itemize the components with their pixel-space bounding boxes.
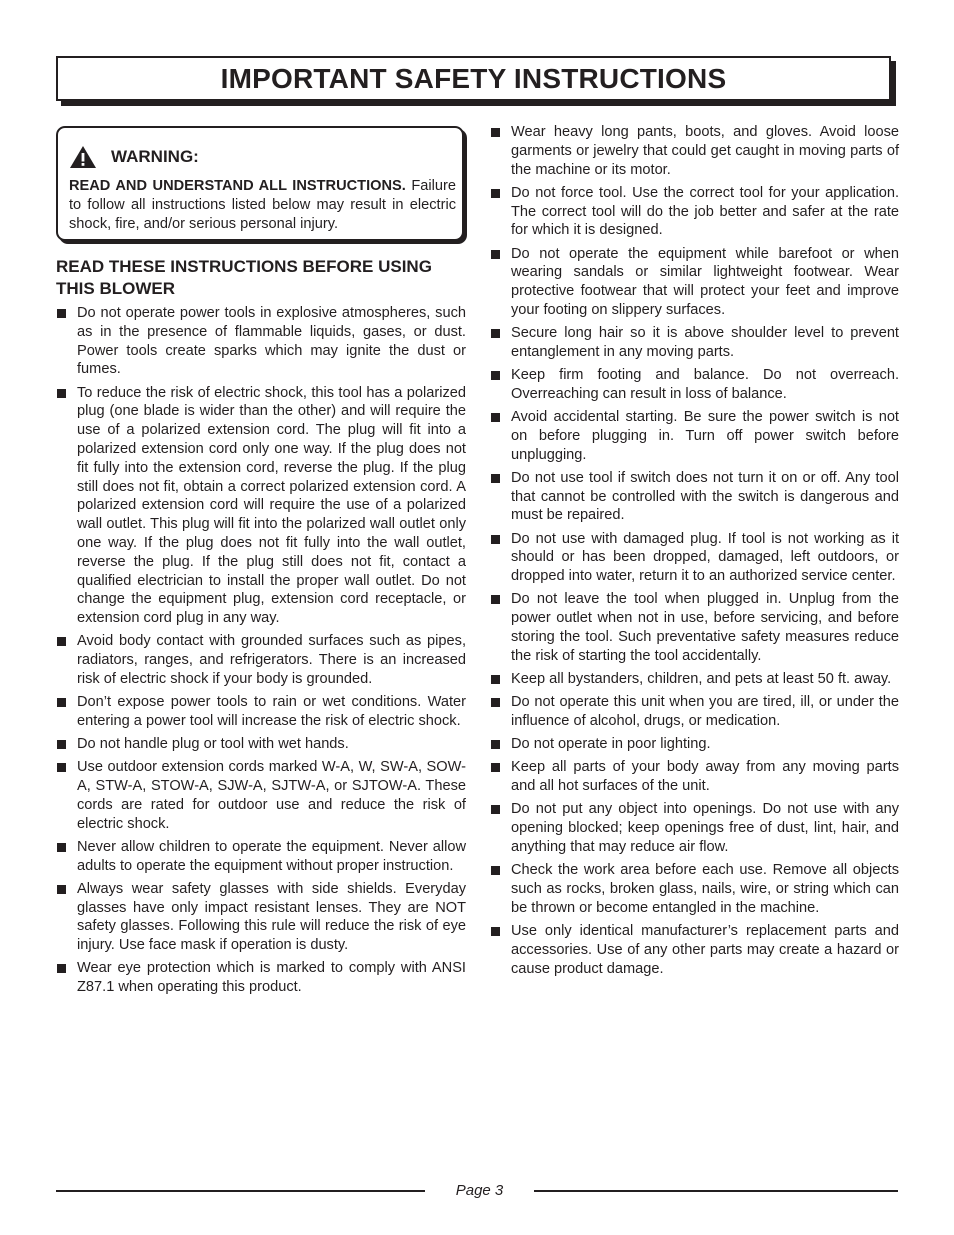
list-item [490, 758, 899, 796]
bullet-square-icon [491, 189, 500, 198]
list-item [490, 245, 899, 320]
warning-box [56, 126, 467, 244]
list-item-text: Do not operate power tools in explosive atmospheres, such as in the presence of flammable liquids, gases, or dust. Power tools create sparks which may ignite the dust or fumes. [77, 305, 466, 378]
list-item-text: Do not operate the equipment while barefoot or when wearing sandals or similar lightweight footwear. Wear protective footwear that will protect your feet and improve your footing on slippery surfaces. [511, 245, 899, 318]
list-item [490, 735, 899, 754]
list-item-text: Wear eye protection which is marked to comply with ANSI Z87.1 when operating this product. [77, 960, 466, 996]
bullet-square-icon [57, 885, 66, 894]
bullet-square-icon [491, 329, 500, 338]
list-item-text: Do not operate in poor lighting. [511, 736, 711, 753]
list-item [56, 693, 466, 731]
bullet-square-icon [491, 371, 500, 380]
bullet-square-icon [491, 698, 500, 707]
bullet-square-icon [57, 309, 66, 318]
list-item-text: Wear heavy long pants, boots, and gloves. Avoid loose garments or jewelry that could get caught in moving parts of the machine or its motor. [511, 124, 899, 178]
list-item [490, 123, 899, 179]
bullet-square-icon [57, 637, 66, 646]
list-item-text: Do not handle plug or tool with wet hands. [77, 736, 349, 753]
bullet-square-icon [491, 250, 500, 259]
list-item-text: Do not force tool. Use the correct tool for your application. The correct tool will do the job better and safer at the rate for which it is designed. [511, 184, 899, 239]
list-item [56, 304, 466, 379]
list-item-text: Do not use tool if switch does not turn it on or off. Any tool that cannot be controlled with the switch is dangerous and must be repaired. [511, 469, 899, 524]
bullet-square-icon [57, 843, 66, 852]
list-item-text: Avoid body contact with grounded surfaces such as pipes, radiators, ranges, and refrigerators. There is an increased risk of electric shock if your body is grounded. [77, 633, 466, 687]
list-item [490, 861, 899, 917]
bullet-square-icon [491, 128, 500, 137]
list-item [56, 838, 466, 876]
list-item [56, 384, 466, 628]
page-title: IMPORTANT SAFETY INSTRUCTIONS [220, 62, 727, 94]
list-item-text: To reduce the risk of electric shock, this tool has a polarized plug (one blade is wider than the other) and will require the use of a polarized extension cord. The plug will fit into a polarized extension cord only one way. If the plug does not fit fully into the extension cord, reverse the plug. If the plug still does not fit, obtain a correct polarized extension cord. A polarized extension cord will require the use of a polarized wall outlet. This plug will fit into the polarized wall outlet only one way. If the plug does not fit fully into the wall outlet, reverse the plug. If the plug still does not fit, contact a qualified electrician to install the proper wall outlet. Do not change the equipment plug, extension cord receptacle, or extension cord plug in any way. [77, 384, 466, 627]
list-item-text: Secure long hair so it is above shoulder level to prevent entanglement in any moving parts. [511, 325, 899, 360]
list-item-text: Keep all bystanders, children, and pets at least 50 ft. away. [511, 671, 892, 688]
bullet-square-icon [491, 927, 500, 936]
section-heading: READ THESE INSTRUCTIONS BEFORE USING THIS BLOWER [56, 257, 432, 298]
list-item-text: Avoid accidental starting. Be sure the power switch is not on before plugging in. Turn off power switch before unplugging. [511, 409, 899, 463]
list-item-text: Do not put any object into openings. Do not use with any opening blocked; keep openings free of dust, lint, hair, and anything that may reduce air flow. [511, 801, 899, 855]
list-item [490, 469, 899, 525]
bullet-square-icon [57, 698, 66, 707]
list-item [490, 324, 899, 362]
list-item [490, 184, 899, 240]
list-item-text: Use outdoor extension cords marked W-A, W, SW-A, SOW-A, STW-A, STOW-A, SJW-A, SJTW-A, or SJTOW-A. These cords are rated for outdoor use and reduce the risk of electric shock. [77, 759, 466, 832]
list-item-text: Check the work area before each use. Remove all objects such as rocks, broken glass, nails, wire, or string which can be thrown or become entangled in the machine. [511, 862, 899, 916]
warning-panel [56, 126, 464, 241]
list-item-text: Never allow children to operate the equipment. Never allow adults to operate the equipment without proper instruction. [77, 838, 466, 874]
right-instruction-list [490, 123, 899, 983]
bullet-square-icon [491, 474, 500, 483]
list-item [56, 632, 466, 688]
left-instruction-list [56, 304, 466, 1001]
list-item-text: Always wear safety glasses with side shields. Everyday glasses have only impact resistant lenses. They are NOT safety glasses. Following this rule will reduce the risk of eye injury. Use face mask if operation is dusty. [77, 880, 466, 954]
list-item [490, 530, 899, 586]
warning-triangle-icon [69, 145, 97, 169]
bullet-square-icon [491, 866, 500, 875]
page-number: Page 3 [455, 1182, 504, 1199]
footer-rule-right [534, 1190, 898, 1192]
warning-label: WARNING: [111, 147, 199, 166]
warning-body: Failure to follow all instructions listed below may result in electric shock, fire, and/or serious personal injury. [69, 178, 456, 232]
list-item-text: Keep all parts of your body away from any moving parts and all hot surfaces of the unit. [511, 759, 899, 795]
bullet-square-icon [491, 413, 500, 422]
title-banner [56, 56, 896, 106]
list-item [56, 959, 466, 997]
list-item [490, 800, 899, 856]
warning-lead: READ AND UNDERSTAND ALL INSTRUCTIONS. [69, 178, 406, 194]
list-item-text: Keep firm footing and balance. Do not overreach. Overreaching can result in loss of balance. [511, 367, 899, 402]
list-item [490, 590, 899, 665]
list-item [56, 880, 466, 955]
list-item-text: Use only identical manufacturer’s replacement parts and accessories. Use of any other parts may create a hazard or cause product damage. [511, 922, 899, 977]
bullet-square-icon [57, 763, 66, 772]
list-item [56, 758, 466, 833]
title-box [56, 56, 891, 101]
list-item-text: Do not use with damaged plug. If tool is not working as it should or has been dropped, damaged, left outdoors, or dropped into water, return it to an authorized service center. [511, 530, 899, 585]
list-item [490, 366, 899, 404]
warning-text [69, 177, 456, 234]
list-item-text: Do not operate this unit when you are tired, ill, or under the influence of alcohol, drugs, or medication. [511, 694, 899, 730]
list-item-text: Don’t expose power tools to rain or wet conditions. Water entering a power tool will increase the risk of electric shock. [77, 694, 466, 729]
bullet-square-icon [57, 740, 66, 749]
bullet-square-icon [491, 675, 500, 684]
footer-rule-left [56, 1190, 425, 1192]
bullet-square-icon [491, 740, 500, 749]
bullet-square-icon [491, 805, 500, 814]
bullet-square-icon [491, 763, 500, 772]
list-item [490, 408, 899, 464]
list-item [56, 735, 466, 754]
bullet-square-icon [491, 595, 500, 604]
bullet-square-icon [57, 389, 66, 398]
list-item [490, 670, 899, 689]
bullet-square-icon [57, 964, 66, 973]
bullet-square-icon [491, 535, 500, 544]
list-item [490, 922, 899, 978]
warning-header [69, 145, 199, 169]
list-item [490, 693, 899, 731]
list-item-text: Do not leave the tool when plugged in. Unplug from the power outlet when not in use, before servicing, and before storing the tool. Such preventative safety measures reduce the risk of starting the tool accidentally. [511, 591, 899, 664]
